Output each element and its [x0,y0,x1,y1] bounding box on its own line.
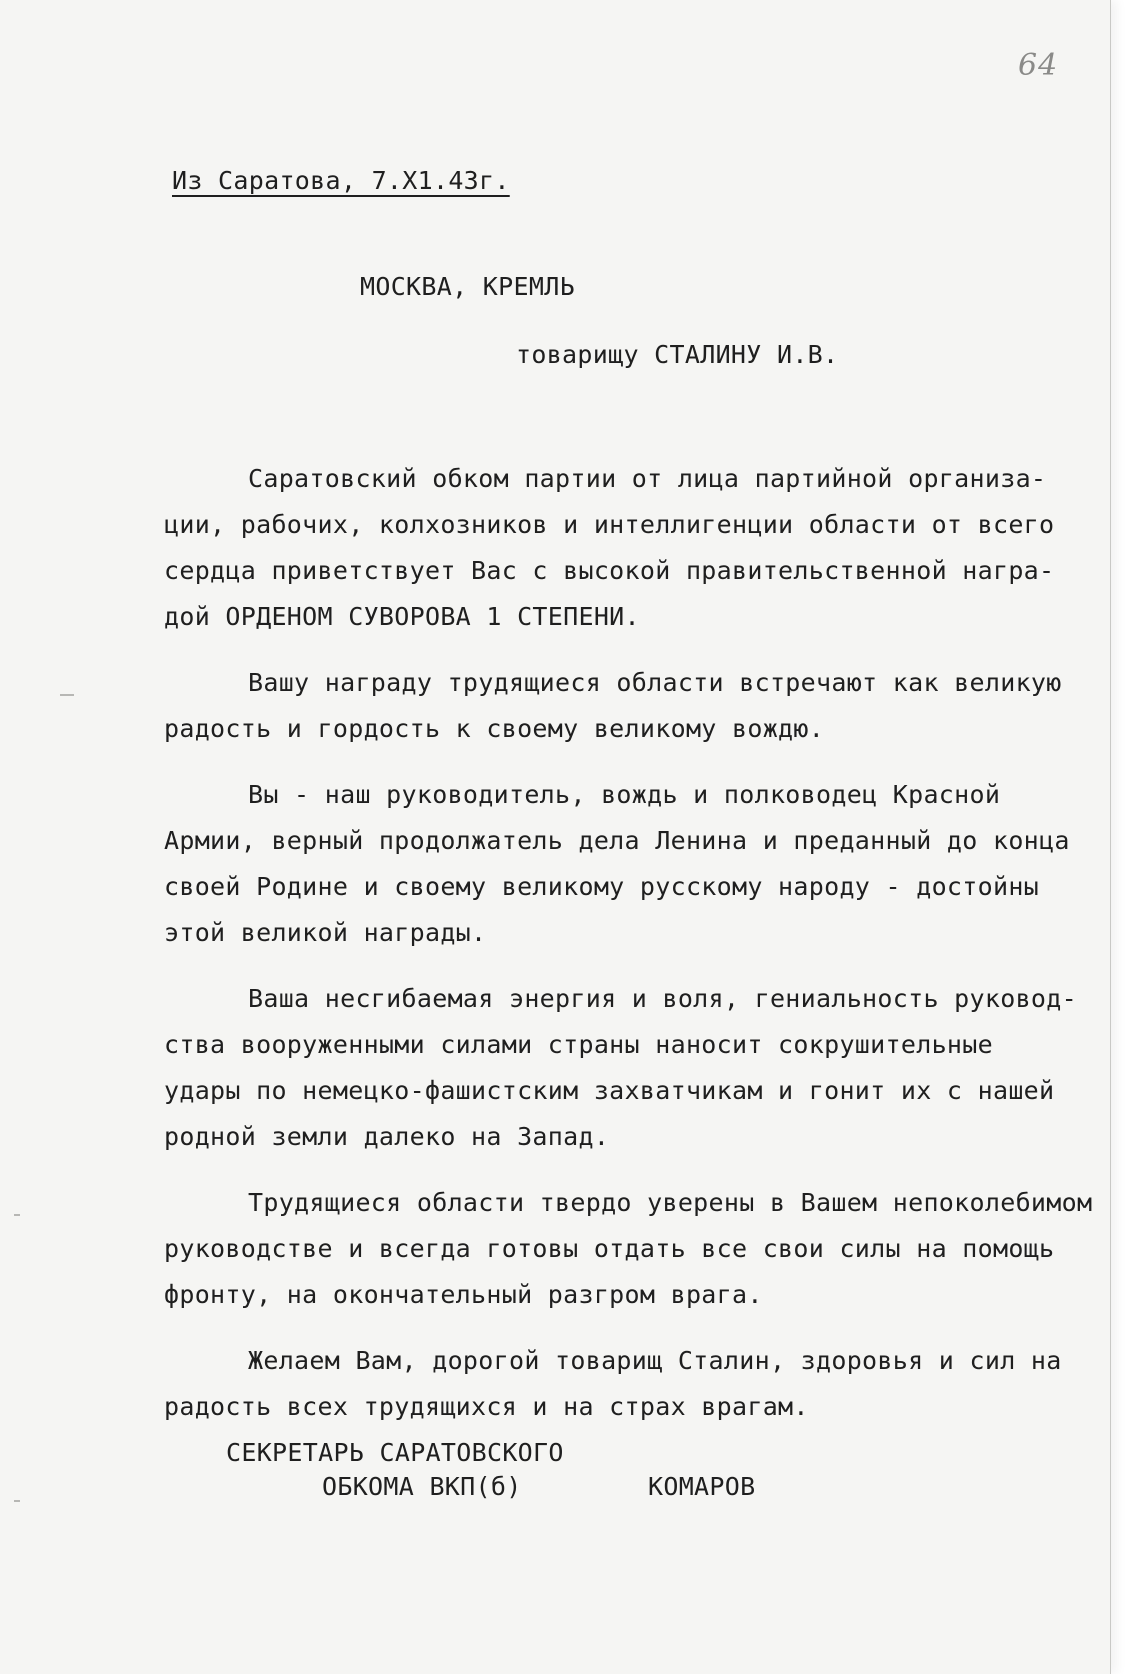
address-line-2: товарищу СТАЛИНУ И.В. [516,340,839,369]
text-line: радость и гордость к своему великому вождю. [164,714,825,743]
paragraph-6 [164,1338,1084,1430]
text-line: радость всех трудящихся и на страх врагам. [164,1392,809,1421]
text-line: фронту, на окончательный разгром врага. [164,1280,763,1309]
text-line: родной земли далеко на Запад. [164,1122,610,1151]
paragraph-3 [164,772,1084,956]
text-line: Трудящиеся области твердо уверены в Вашем непоколебимом [248,1188,1093,1217]
text-line: Желаем Вам, дорогой товарищ Сталин, здоровья и сил на [248,1346,1062,1375]
text-line: Вашу награду трудящиеся области встречают как великую [248,668,1062,697]
margin-mark [60,694,74,696]
text-line: своей Родине и своему великому русскому народу - достойны [164,872,1040,901]
letter-body [164,456,1093,1450]
text-line: Вы - наш руководитель, вождь и полководец Красной [248,780,1001,809]
text-line: ции, рабочих, колхозников и интеллигенции области от всего [164,510,1055,539]
text-line: удары по немецко-фашистским захватчикам и гонит их с нашей [164,1076,1055,1105]
text-line: сердца приветствует Вас с высокой правительственной награ- [164,556,1055,585]
text-line: ства вооруженными силами страны наносит сокрушительные [164,1030,993,1059]
text-line: Ваша несгибаемая энергия и воля, гениальность руковод- [248,984,1077,1013]
archive-page-number: 64 [1018,48,1059,83]
paragraph-2 [164,660,1084,752]
text-line: Армии, верный продолжатель дела Ленина и преданный до конца [164,826,1070,855]
paragraph-5 [164,1180,1093,1318]
address-line-1: МОСКВА, КРЕМЛЬ [360,272,575,301]
scan-backdrop [1110,0,1146,1674]
place-date-line: Из Саратова, 7.Х1.43г. [172,166,510,195]
signature-name: КОМАРОВ [648,1472,756,1501]
paragraph-4 [164,976,1084,1160]
text-line: этой великой награды. [164,918,487,947]
margin-mark [14,1214,20,1216]
text-line: дой ОРДЕНОМ СУВОРОВА 1 СТЕПЕНИ. [164,602,640,631]
margin-mark [14,1500,20,1502]
text-line: Саратовский обком партии от лица партийной организа- [248,464,1047,493]
signature-title-line-2: ОБКОМА ВКП(б) [322,1472,522,1501]
paragraph-1 [164,456,1084,640]
text-line: руководстве и всегда готовы отдать все свои силы на помощь [164,1234,1055,1263]
signature-title-line-1: СЕКРЕТАРЬ САРАТОВСКОГО [226,1438,564,1467]
